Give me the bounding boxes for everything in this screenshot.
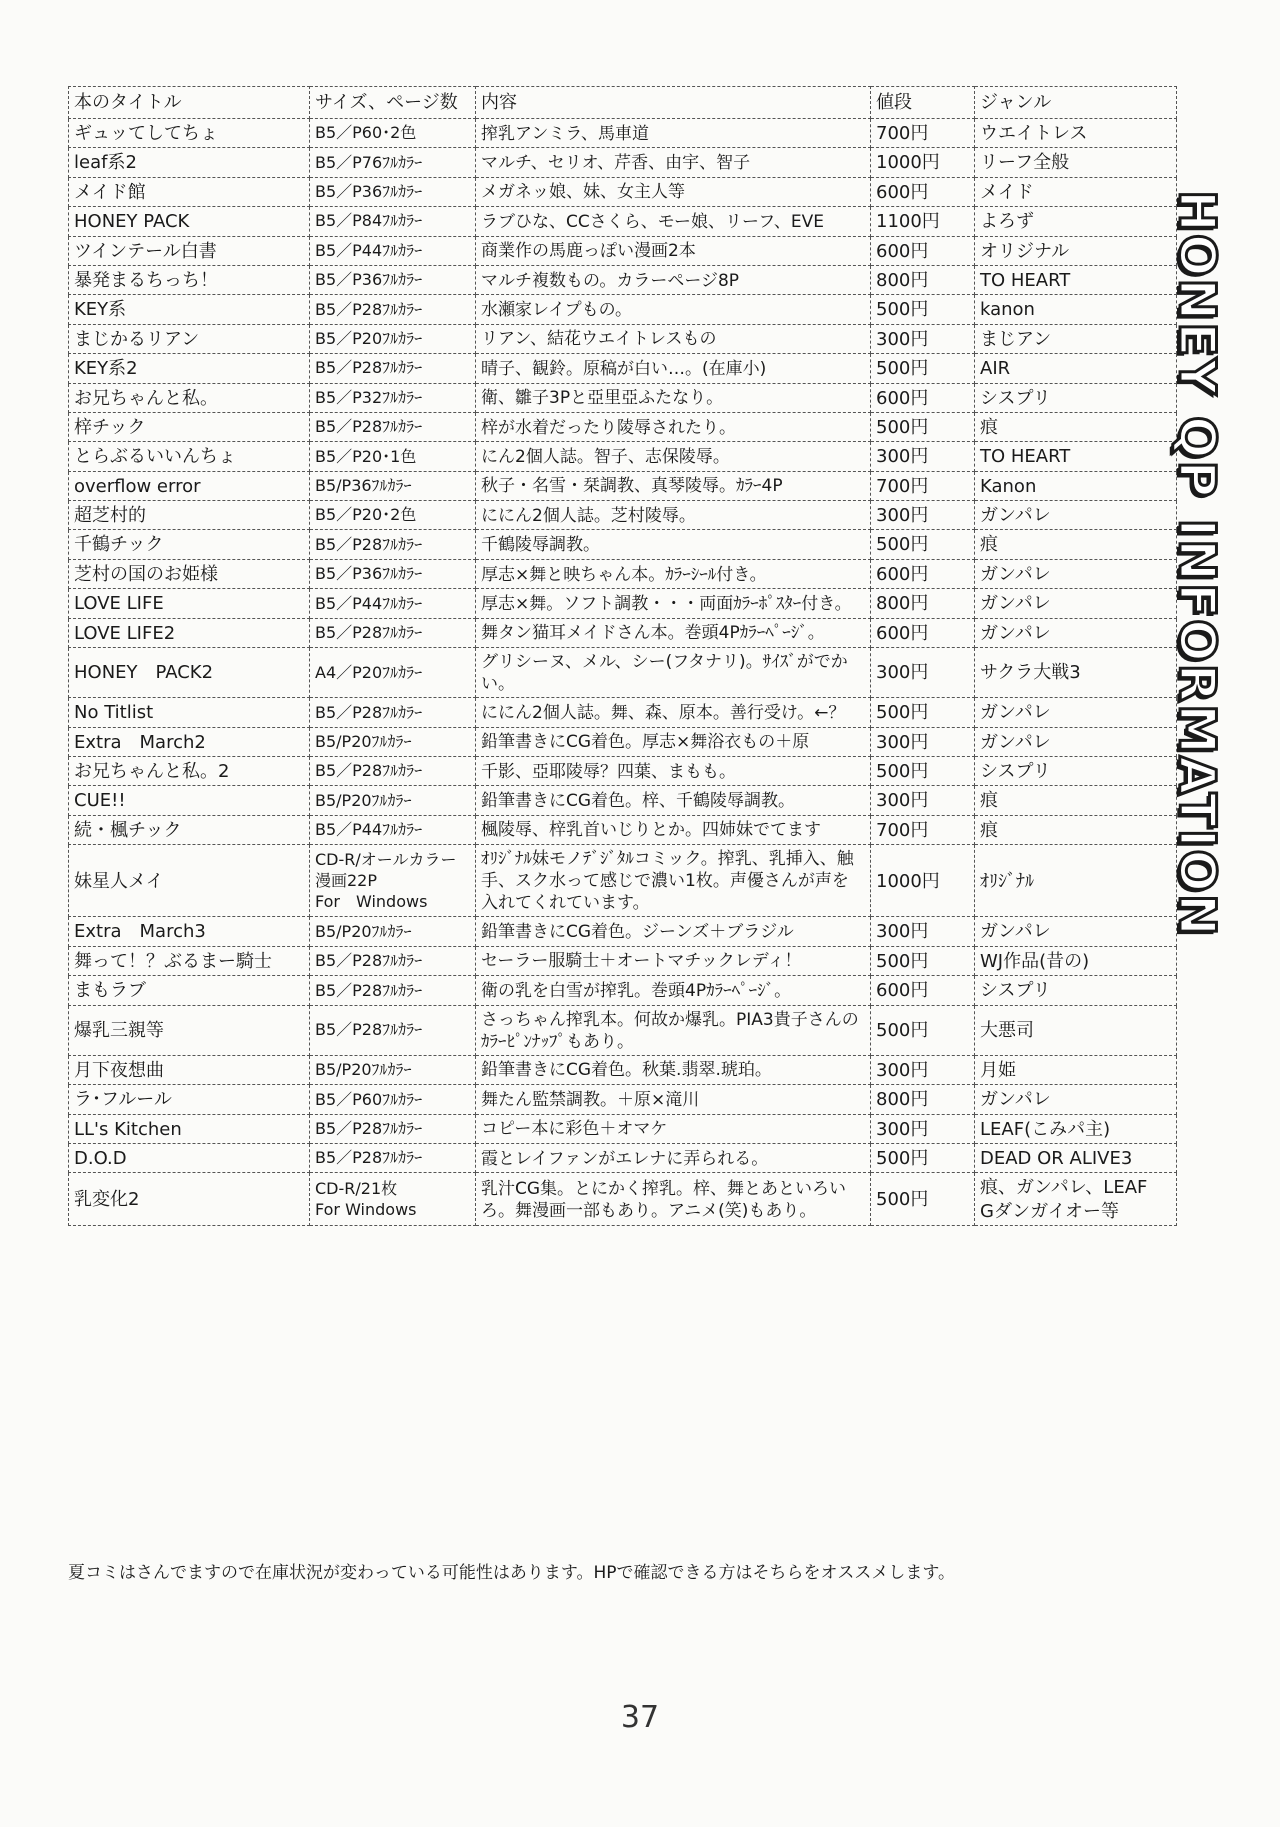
size-pages: B5／P44ﾌﾙｶﾗｰ xyxy=(310,815,476,844)
content: にん2個人誌。智子、志保陵辱。 xyxy=(476,442,871,471)
genre: ウエイトレス xyxy=(975,119,1177,148)
price: 500円 xyxy=(871,698,975,727)
table-row xyxy=(69,207,1177,236)
price: 800円 xyxy=(871,1085,975,1114)
content: マルチ複数もの。カラーページ8P xyxy=(476,265,871,294)
price: 700円 xyxy=(871,119,975,148)
table-row xyxy=(69,354,1177,383)
content: 衛、雛子3Pと亞里亞ふたなり。 xyxy=(476,383,871,412)
content: 厚志×舞。ソフト調教・・・両面ｶﾗｰﾎﾟｽﾀｰ付き。 xyxy=(476,589,871,618)
genre: シスプリ xyxy=(975,383,1177,412)
genre: リーフ全般 xyxy=(975,148,1177,177)
genre: TO HEART xyxy=(975,265,1177,294)
table-row xyxy=(69,845,1177,917)
price: 1100円 xyxy=(871,207,975,236)
size-pages: B5／P28ﾌﾙｶﾗｰ xyxy=(310,295,476,324)
genre: ガンパレ xyxy=(975,1085,1177,1114)
table-row xyxy=(69,383,1177,412)
table-row xyxy=(69,917,1177,946)
price: 1000円 xyxy=(871,148,975,177)
catalog-body xyxy=(69,87,1177,1226)
book-title: D.O.D xyxy=(69,1143,310,1172)
size-pages: B5／P60ﾌﾙｶﾗｰ xyxy=(310,1085,476,1114)
price: 300円 xyxy=(871,1055,975,1084)
size-pages: CD-R/オールカラー漫画22P For Windows xyxy=(310,845,476,917)
content: 楓陵辱、梓乳首いじりとか。四姉妹でてます xyxy=(476,815,871,844)
genre: ガンパレ xyxy=(975,727,1177,756)
genre: よろず xyxy=(975,207,1177,236)
content: ｵﾘｼﾞﾅﾙ妹モノﾃﾞｼﾞﾀﾙコミック。搾乳、乳挿入、触手、スク水って感じで濃い1枚。声優さんが声を入れてくれています。 xyxy=(476,845,871,917)
price: 500円 xyxy=(871,946,975,975)
table-row xyxy=(69,786,1177,815)
book-title: 千鶴チック xyxy=(69,530,310,559)
table-row xyxy=(69,976,1177,1005)
content: ににん2個人誌。芝村陵辱。 xyxy=(476,501,871,530)
table-row xyxy=(69,946,1177,975)
book-title: まじかるリアン xyxy=(69,324,310,353)
size-pages: B5／P32ﾌﾙｶﾗｰ xyxy=(310,383,476,412)
book-title: まもラブ xyxy=(69,976,310,1005)
header-genre: ジャンル xyxy=(975,87,1177,119)
size-pages: B5／P28ﾌﾙｶﾗｰ xyxy=(310,412,476,441)
price: 600円 xyxy=(871,236,975,265)
content: 搾乳アンミラ、馬車道 xyxy=(476,119,871,148)
content: ににん2個人誌。舞、森、原本。善行受け。←？ xyxy=(476,698,871,727)
table-row xyxy=(69,471,1177,500)
table-row xyxy=(69,119,1177,148)
content: セーラー服騎士＋オートマチックレディ！ xyxy=(476,946,871,975)
book-title: お兄ちゃんと私。2 xyxy=(69,757,310,786)
size-pages: B5／P28ﾌﾙｶﾗｰ xyxy=(310,618,476,647)
table-row xyxy=(69,1005,1177,1055)
price: 800円 xyxy=(871,265,975,294)
header-content: 内容 xyxy=(476,87,871,119)
size-pages: CD-R/21枚 For Windows xyxy=(310,1173,476,1226)
price: 300円 xyxy=(871,324,975,353)
content: 鉛筆書きにCG着色。梓、千鶴陵辱調教。 xyxy=(476,786,871,815)
size-pages: B5／P28ﾌﾙｶﾗｰ xyxy=(310,1143,476,1172)
book-title: 芝村の国のお姫様 xyxy=(69,559,310,588)
book-catalog-table xyxy=(68,86,1177,1226)
genre: シスプリ xyxy=(975,976,1177,1005)
price: 300円 xyxy=(871,648,975,698)
price: 500円 xyxy=(871,1005,975,1055)
genre: まじアン xyxy=(975,324,1177,353)
header-price: 値段 xyxy=(871,87,975,119)
book-title: LOVE LIFE xyxy=(69,589,310,618)
book-title: ギュッてしてちょ xyxy=(69,119,310,148)
book-title: CUE!! xyxy=(69,786,310,815)
table-row xyxy=(69,1114,1177,1143)
size-pages: B5/P20ﾌﾙｶﾗｰ xyxy=(310,917,476,946)
genre: ガンパレ xyxy=(975,589,1177,618)
content: 鉛筆書きにCG着色。秋葉.翡翠.琥珀。 xyxy=(476,1055,871,1084)
price: 600円 xyxy=(871,976,975,1005)
size-pages: B5／P28ﾌﾙｶﾗｰ xyxy=(310,976,476,1005)
price: 500円 xyxy=(871,354,975,383)
price: 300円 xyxy=(871,917,975,946)
content: 厚志×舞と映ちゃん本。ｶﾗｰｼｰﾙ付き。 xyxy=(476,559,871,588)
genre: オリジナル xyxy=(975,236,1177,265)
page-number: 37 xyxy=(620,1700,660,1735)
book-title: 妹星人メイ xyxy=(69,845,310,917)
size-pages: B5／P84ﾌﾙｶﾗｰ xyxy=(310,207,476,236)
content: 舞たん監禁調教。＋原×滝川 xyxy=(476,1085,871,1114)
book-title: 超芝村的 xyxy=(69,501,310,530)
price: 500円 xyxy=(871,1173,975,1226)
genre: ガンパレ xyxy=(975,917,1177,946)
price: 300円 xyxy=(871,501,975,530)
price: 600円 xyxy=(871,559,975,588)
price: 500円 xyxy=(871,295,975,324)
header-size: サイズ、ページ数 xyxy=(310,87,476,119)
price: 500円 xyxy=(871,757,975,786)
size-pages: B5/P20ﾌﾙｶﾗｰ xyxy=(310,786,476,815)
table-row xyxy=(69,559,1177,588)
genre: 痕 xyxy=(975,786,1177,815)
size-pages: B5／P36ﾌﾙｶﾗｰ xyxy=(310,559,476,588)
content: さっちゃん搾乳本。何故か爆乳。PIA3貴子さんのｶﾗｰﾋﾟﾝﾅｯﾌﾟもあり。 xyxy=(476,1005,871,1055)
table-row xyxy=(69,177,1177,206)
genre: 痕 xyxy=(975,412,1177,441)
book-title: ツインテール白書 xyxy=(69,236,310,265)
table-row xyxy=(69,618,1177,647)
size-pages: B5／P28ﾌﾙｶﾗｰ xyxy=(310,1114,476,1143)
size-pages: B5/P20ﾌﾙｶﾗｰ xyxy=(310,727,476,756)
book-title: No Titlist xyxy=(69,698,310,727)
book-title: ラ･フルール xyxy=(69,1085,310,1114)
table-row xyxy=(69,412,1177,441)
size-pages: B5／P28ﾌﾙｶﾗｰ xyxy=(310,530,476,559)
price: 800円 xyxy=(871,589,975,618)
size-pages: B5／P36ﾌﾙｶﾗｰ xyxy=(310,177,476,206)
size-pages: B5/P36ﾌﾙｶﾗｰ xyxy=(310,471,476,500)
book-title: 舞って！？ぶるまー騎士 xyxy=(69,946,310,975)
genre: 痕 xyxy=(975,815,1177,844)
book-title: LOVE LIFE2 xyxy=(69,618,310,647)
genre: WJ作品(昔の) xyxy=(975,946,1177,975)
book-title: とらぶるいいんちょ xyxy=(69,442,310,471)
size-pages: B5／P20･2色 xyxy=(310,501,476,530)
genre: TO HEART xyxy=(975,442,1177,471)
content: 乳汁CG集。とにかく搾乳。梓、舞とあといろいろ。舞漫画一部もあり。アニメ(笑)もあり。 xyxy=(476,1173,871,1226)
content: グリシーヌ、メル、シー(フタナリ)。ｻｲｽﾞがでかい。 xyxy=(476,648,871,698)
genre: 月姫 xyxy=(975,1055,1177,1084)
size-pages: B5／P28ﾌﾙｶﾗｰ xyxy=(310,354,476,383)
genre: ガンパレ xyxy=(975,618,1177,647)
content: コピー本に彩色＋オマケ xyxy=(476,1114,871,1143)
size-pages: A4／P20ﾌﾙｶﾗｰ xyxy=(310,648,476,698)
book-title: 暴発まるちっち！ xyxy=(69,265,310,294)
content: リアン、結花ウエイトレスもの xyxy=(476,324,871,353)
price: 700円 xyxy=(871,471,975,500)
book-title: Extra March2 xyxy=(69,727,310,756)
size-pages: B5/P20ﾌﾙｶﾗｰ xyxy=(310,1055,476,1084)
content: 晴子、観鈴。原稿が白い…。(在庫小) xyxy=(476,354,871,383)
content: 霞とレイファンがエレナに弄られる。 xyxy=(476,1143,871,1172)
table-row xyxy=(69,1143,1177,1172)
size-pages: B5／P36ﾌﾙｶﾗｰ xyxy=(310,265,476,294)
table-row xyxy=(69,648,1177,698)
size-pages: B5／P28ﾌﾙｶﾗｰ xyxy=(310,946,476,975)
table-row xyxy=(69,236,1177,265)
price: 1000円 xyxy=(871,845,975,917)
table-row xyxy=(69,727,1177,756)
genre: ガンパレ xyxy=(975,501,1177,530)
genre: ｵﾘｼﾞﾅﾙ xyxy=(975,845,1177,917)
table-row xyxy=(69,265,1177,294)
genre: ガンパレ xyxy=(975,559,1177,588)
size-pages: B5／P28ﾌﾙｶﾗｰ xyxy=(310,1005,476,1055)
book-title: HONEY PACK2 xyxy=(69,648,310,698)
content: 千影、亞耶陵辱？四葉、まもも。 xyxy=(476,757,871,786)
book-title: 梓チック xyxy=(69,412,310,441)
content: 千鶴陵辱調教。 xyxy=(476,530,871,559)
table-header-row xyxy=(69,87,1177,119)
genre: シスプリ xyxy=(975,757,1177,786)
table-row xyxy=(69,815,1177,844)
content: 舞タン猫耳メイドさん本。巻頭4Pｶﾗｰﾍﾟｰｼﾞ。 xyxy=(476,618,871,647)
table-row xyxy=(69,442,1177,471)
content: ラブひな、CCさくら、モー娘、リーフ、EVE xyxy=(476,207,871,236)
book-title: メイド館 xyxy=(69,177,310,206)
size-pages: B5／P44ﾌﾙｶﾗｰ xyxy=(310,589,476,618)
genre: Kanon xyxy=(975,471,1177,500)
book-title: KEY系2 xyxy=(69,354,310,383)
price: 500円 xyxy=(871,412,975,441)
price: 300円 xyxy=(871,442,975,471)
book-title: 爆乳三親等 xyxy=(69,1005,310,1055)
table-row xyxy=(69,1173,1177,1226)
table-row xyxy=(69,295,1177,324)
book-title: overflow error xyxy=(69,471,310,500)
table-row xyxy=(69,1085,1177,1114)
table-row xyxy=(69,148,1177,177)
book-title: leaf系2 xyxy=(69,148,310,177)
content: メガネッ娘、妹、女主人等 xyxy=(476,177,871,206)
price: 300円 xyxy=(871,786,975,815)
price: 600円 xyxy=(871,383,975,412)
genre: DEAD OR ALIVE3 xyxy=(975,1143,1177,1172)
book-title: Extra March3 xyxy=(69,917,310,946)
content: 鉛筆書きにCG着色。ジーンズ＋ブラジル xyxy=(476,917,871,946)
header-title: 本のタイトル xyxy=(69,87,310,119)
genre: AIR xyxy=(975,354,1177,383)
table-row xyxy=(69,698,1177,727)
size-pages: B5／P20･1色 xyxy=(310,442,476,471)
genre: 大悪司 xyxy=(975,1005,1177,1055)
book-title: HONEY PACK xyxy=(69,207,310,236)
table-row xyxy=(69,757,1177,786)
stock-note: 夏コミはさんでますので在庫状況が変わっている可能性はあります。HPで確認できる方はそちらをオススメします。 xyxy=(68,1563,955,1583)
content: 衛の乳を白雪が搾乳。巻頭4Pｶﾗｰﾍﾟｰｼﾞ。 xyxy=(476,976,871,1005)
price: 600円 xyxy=(871,177,975,206)
size-pages: B5／P76ﾌﾙｶﾗｰ xyxy=(310,148,476,177)
price: 700円 xyxy=(871,815,975,844)
size-pages: B5／P28ﾌﾙｶﾗｰ xyxy=(310,757,476,786)
size-pages: B5／P60･2色 xyxy=(310,119,476,148)
table-row xyxy=(69,1055,1177,1084)
book-title: 乳変化2 xyxy=(69,1173,310,1226)
content: 商業作の馬鹿っぽい漫画2本 xyxy=(476,236,871,265)
size-pages: B5／P20ﾌﾙｶﾗｰ xyxy=(310,324,476,353)
book-title: LL's Kitchen xyxy=(69,1114,310,1143)
genre: メイド xyxy=(975,177,1177,206)
side-title-logo: HONEY QP INFORMATION xyxy=(1168,190,1226,938)
table-row xyxy=(69,530,1177,559)
table-row xyxy=(69,589,1177,618)
table-row xyxy=(69,324,1177,353)
price: 600円 xyxy=(871,618,975,647)
content: 鉛筆書きにCG着色。厚志×舞浴衣もの＋原 xyxy=(476,727,871,756)
book-title: 月下夜想曲 xyxy=(69,1055,310,1084)
genre: 痕 xyxy=(975,530,1177,559)
book-title: KEY系 xyxy=(69,295,310,324)
size-pages: B5／P28ﾌﾙｶﾗｰ xyxy=(310,698,476,727)
price: 500円 xyxy=(871,1143,975,1172)
content: 梓が水着だったり陵辱されたり。 xyxy=(476,412,871,441)
book-title: お兄ちゃんと私。 xyxy=(69,383,310,412)
content: マルチ、セリオ、芹香、由宇、智子 xyxy=(476,148,871,177)
content: 秋子・名雪・栞調教、真琴陵辱。ｶﾗｰ4P xyxy=(476,471,871,500)
price: 500円 xyxy=(871,530,975,559)
genre: 痕、ガンパレ、LEAF Gダンガイオー等 xyxy=(975,1173,1177,1226)
price: 300円 xyxy=(871,727,975,756)
price: 300円 xyxy=(871,1114,975,1143)
genre: kanon xyxy=(975,295,1177,324)
book-title: 続・楓チック xyxy=(69,815,310,844)
content: 水瀬家レイプもの。 xyxy=(476,295,871,324)
genre: サクラ大戦3 xyxy=(975,648,1177,698)
genre: LEAF(こみパ主) xyxy=(975,1114,1177,1143)
genre: ガンパレ xyxy=(975,698,1177,727)
table-row xyxy=(69,501,1177,530)
size-pages: B5／P44ﾌﾙｶﾗｰ xyxy=(310,236,476,265)
